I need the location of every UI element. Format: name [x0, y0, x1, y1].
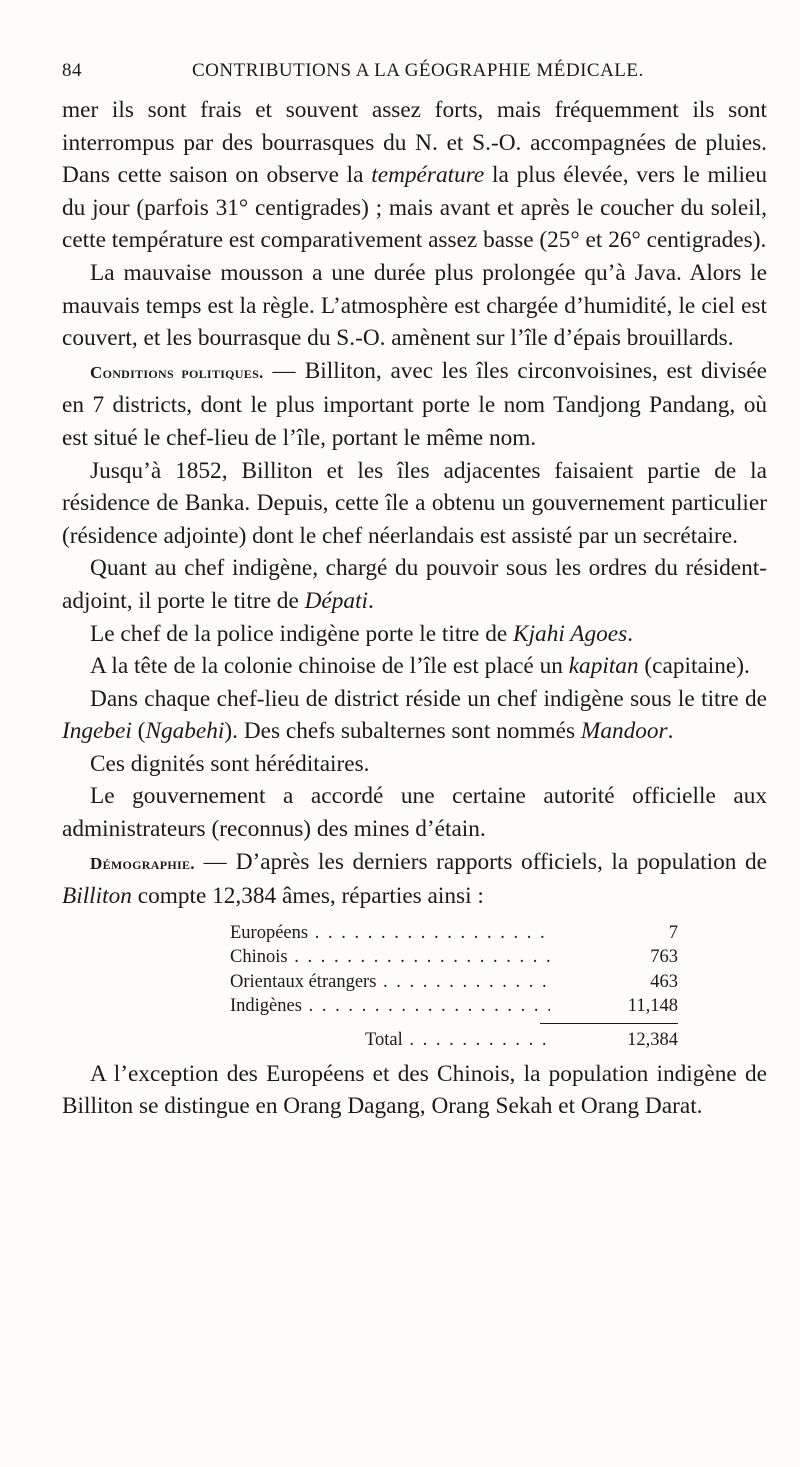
row-value: 11,148	[622, 994, 678, 1019]
paragraph-hereditary: Ces dignités sont héréditaires.	[90, 750, 370, 777]
total-value: 12,384	[621, 1028, 678, 1053]
total-rule	[540, 1023, 678, 1024]
running-title: CONTRIBUTIONS A LA GÉOGRAPHIE MÉDICALE.	[192, 60, 644, 81]
paragraph-monsoon: La mauvaise mousson a une durée plus prolongée qu’à Java. Alors le mauvais temps est la règle. L’atmosphère est chargée d’humidité, le ciel est couvert, et les bourrasque du S.-O. amènent sur l’île d’épais brouillards.	[62, 259, 767, 352]
row-label: Européens . . .	[230, 921, 550, 946]
paragraph-police: Le chef de la police indigène porte le titre de Kjahi Agoes.	[90, 620, 633, 647]
table-row	[230, 921, 678, 946]
paragraph-chinese-colony: A la tête de la colonie chinoise de l’île est placé un kapitan (capitaine).	[90, 653, 750, 680]
paragraph-political: Conditions politiques. — Billiton, avec les îles circonvoisines, est divisée en 7 districts, dont le plus important porte le nom Tandjong Pandang, où est situé le chef-lieu de l’île, portant le même nom.	[62, 355, 767, 455]
table-row	[230, 970, 678, 995]
row-label: Orientaux étrangers . . .	[230, 970, 550, 995]
row-value: 763	[644, 945, 678, 970]
row-value: 7	[663, 921, 678, 946]
table-row	[230, 994, 678, 1019]
page-header	[62, 60, 732, 86]
paragraph-history: Jusqu’à 1852, Billiton et les îles adjacentes faisaient partie de la résidence de Banka. Depuis, cette île a obtenu un gouvernement particulier (résidence adjointe) dont le chef néerlandais est assisté par un secrétaire.	[62, 457, 767, 549]
section-heading-demography: Démographie. —	[90, 854, 236, 873]
row-label: Chinois . . .	[230, 945, 550, 970]
row-value: 463	[644, 970, 678, 995]
page-number: 84	[62, 60, 82, 81]
table-row	[230, 945, 678, 970]
paragraph-district-chiefs: Dans chaque chef-lieu de district réside un chef indigène sous le titre de Ingebei (Ngabehi). Des chefs subalternes sont nommés Mandoor.	[62, 685, 767, 745]
section-heading-political: Conditions politiques. —	[90, 363, 305, 382]
paragraph-demography: Démographie. — D’après les derniers rapports officiels, la population de Billiton compte 12,384 âmes, réparties ainsi :	[62, 846, 767, 913]
table-total-row	[230, 1028, 678, 1058]
paragraph-mines: Le gouvernement a accordé une certaine autorité officielle aux administrateurs (reconnus) des mines d’étain.	[62, 783, 767, 843]
total-label: Total . . .	[365, 1028, 550, 1053]
paragraph-ethnic-groups: A l’exception des Européens et des Chinois, la population indigène de Billiton se distingue en Orang Dagang, Orang Sekah et Orang Darat.	[62, 1060, 767, 1120]
row-label: Indigènes . . .	[230, 994, 550, 1019]
population-table	[230, 921, 678, 1058]
body-text	[62, 94, 767, 1123]
paragraph-climate: mer ils sont frais et souvent assez forts, mais fréquemment ils sont interrompus par des bourrasques du N. et S.-O. accompagnées de pluies. Dans cette saison on observe la température la plus élevée, vers le milieu du jour (parfois 31° centigrades) ; mais avant et après le coucher du soleil, cette température est comparativement assez basse (25° et 26° centigrades).	[62, 97, 767, 254]
paragraph-native-chief: Quant au chef indigène, chargé du pouvoir sous les ordres du résident-adjoint, il porte le titre de Dépati.	[62, 555, 767, 614]
